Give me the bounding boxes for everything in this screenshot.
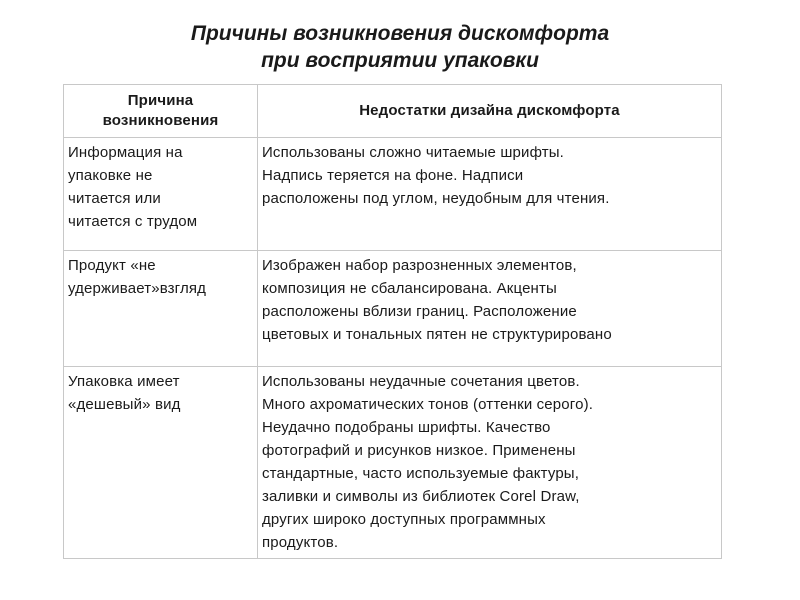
flaws-text: Использованы сложно читаемые шрифты. Надпись теряется на фоне. Надписи расположены под углом, неудобным для чтения. xyxy=(262,144,610,207)
page-title-line-2: при восприятии упаковки xyxy=(261,49,539,72)
header-cause: Причина возникновения xyxy=(64,85,258,138)
table-header-row xyxy=(64,85,722,138)
flaws-text: Изображен набор разрозненных элементов, композиция не сбалансирована. Акценты расположены вблизи границ. Расположение цветовых и тональных пятен не структурировано xyxy=(262,257,612,343)
flaws-cell xyxy=(258,251,722,367)
cause-text: Информация на упаковке не читается или читается с трудом xyxy=(68,144,198,230)
flaws-text: Использованы неудачные сочетания цветов. Много ахроматических тонов (оттенки серого). Неудачно подобраны шрифты. Качество фотографий и рисунков низкое. Применены стандартные, часто используемые фактуры, заливки и символы из библиотек Corel Draw, других широко доступных программных продуктов. xyxy=(262,373,594,551)
flaws-cell xyxy=(258,138,722,251)
page-title xyxy=(0,20,800,74)
table-row xyxy=(64,138,722,251)
page-title-line-1: Причины возникновения дискомфорта xyxy=(190,22,610,45)
cause-text: Продукт «не удерживает»взгляд xyxy=(68,257,207,297)
cause-text: Упаковка имеет «дешевый» вид xyxy=(68,373,181,413)
cause-cell xyxy=(64,251,258,367)
cause-cell xyxy=(64,367,258,559)
header-flaws: Недостатки дизайна дискомфорта xyxy=(258,85,722,138)
flaws-cell xyxy=(258,367,722,559)
causes-table xyxy=(63,84,722,559)
table-row xyxy=(64,251,722,367)
table-row xyxy=(64,367,722,559)
cause-cell xyxy=(64,138,258,251)
